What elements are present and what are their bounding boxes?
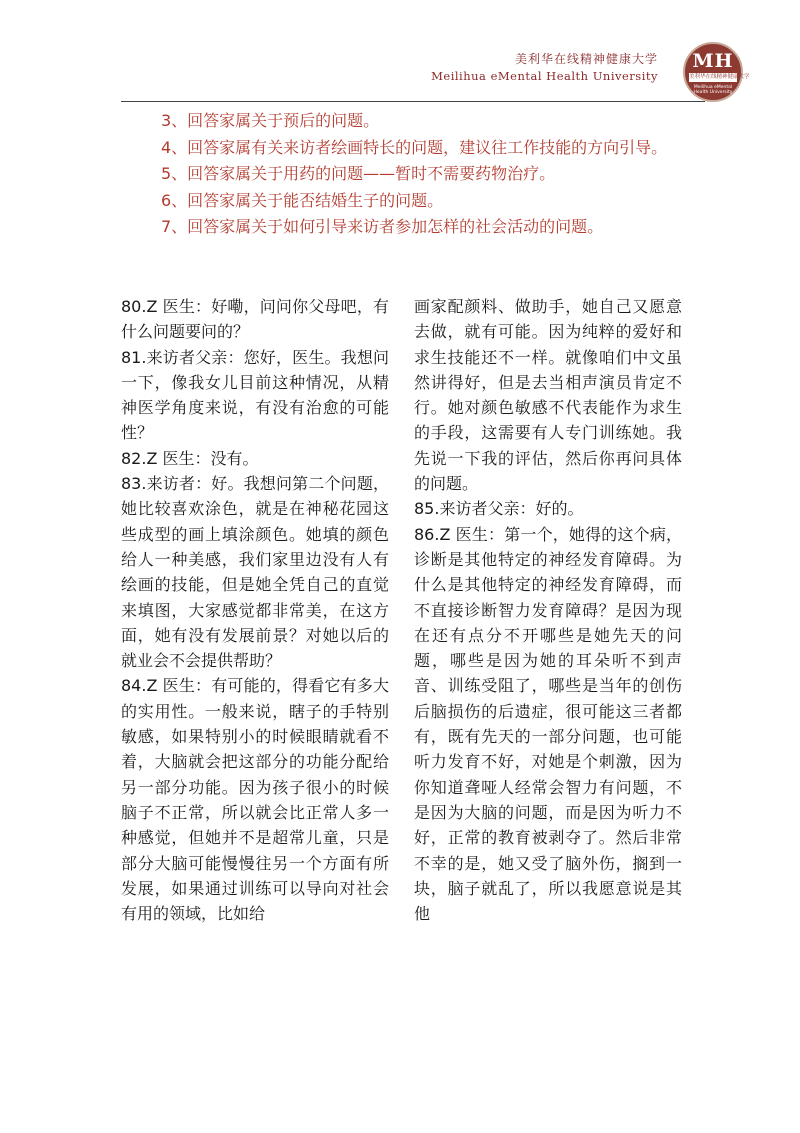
logo-sub-text: Meilihua eMental Health University bbox=[693, 85, 733, 95]
institution-name-en: Meilihua eMental Health University bbox=[431, 69, 658, 83]
note-item: 6、回答家属关于能否结婚生子的问题。 bbox=[161, 190, 444, 210]
dialogue-entry: 画家配颜料、做助手，她自己又愿意去做，就有可能。因为纯粹的爱好和求生技能还不一样。就像咱们中文虽然讲得好，但是去当相声演员肯定不行。她对颜色敏感不代表能作为求生的手段，这需要有人专门训练她。我先说一下我的评估，然后你再问具体的问题。 bbox=[414, 297, 682, 494]
institution-name bbox=[431, 50, 658, 84]
logo-band-text: 美利华在线精神健康大学 bbox=[689, 74, 750, 80]
dialogue-column-right bbox=[414, 294, 682, 926]
dialogue-entry: 83.来访者：好。我想问第二个问题，她比较喜欢涂色，就是在神秘花园这些成型的画上填涂颜色。她填的颜色给人一种美感，我们家里边没有人有绘画的技能，但是她全凭自己的直觉来填图，大家感觉都非常美，在这方面，她有没有发展前景？对她以后的就业会不会提供帮助？ bbox=[121, 474, 389, 671]
institution-name-cn: 美利华在线精神健康大学 bbox=[514, 52, 658, 66]
header-divider bbox=[121, 101, 705, 102]
dialogue-entry: 85.来访者父亲：好的。 bbox=[414, 499, 584, 519]
dialogue-entry: 84.Z 医生：有可能的，得看它有多大的实用性。一般来说，瞎子的手特别敏感，如果特别小的时候眼睛就看不着，大脑就会把这部分的功能分配给另一部分功能。因为孩子很小的时候脑子不正常，所以就会比正常人多一种感觉，但她并不是超常儿童，只是部分大脑可能慢慢往另一个方面有所发展，如果通过训练可以导向对社会有用的领域，比如给 bbox=[121, 676, 389, 924]
logo-initials: MH bbox=[692, 50, 734, 72]
note-item: 5、回答家属关于用药的问题——暂时不需要药物治疗。 bbox=[161, 164, 556, 183]
dialogue-entry: 80.Z 医生：好嘞，问问你父母吧，有什么问题要问的？ bbox=[121, 297, 389, 342]
guidance-notes bbox=[123, 108, 723, 241]
note-item: 3、回答家属关于预后的问题。 bbox=[161, 111, 380, 130]
note-item: 7、回答家属关于如何引导来访者参加怎样的社会活动的问题。 bbox=[161, 217, 604, 236]
page-header bbox=[0, 0, 800, 104]
dialogue-entry: 82.Z 医生：没有。 bbox=[121, 448, 259, 468]
dialogue-entry: 86.Z 医生：第一个，她得的这个病，诊断是其他特定的神经发育障碍。为什么是其他特定的神经发育障碍，而不直接诊断智力发育障碍？是因为现在还有点分不开哪些是她先天的问题，哪些是因为她的耳朵听不到声音、训练受阻了，哪些是当年的创伤后脑损伤的后遗症，很可能这三者都有，既有先天的一部分问题，也可能听力发育不好，对她是个刺激，因为你知道聋哑人经常会智力有问题，不是因为大脑的问题，而是因为听力不好，正常的教育被剥夺了。然后非常不幸的是，她又受了脑外伤，搁到一块，脑子就乱了，所以我愿意说是其他 bbox=[414, 524, 682, 924]
dialogue-column-left bbox=[121, 294, 389, 926]
dialogue-entry: 81.来访者父亲：您好，医生。我想问一下，像我女儿目前这种情况，从精神医学角度来说，有没有治愈的可能性？ bbox=[121, 347, 389, 443]
note-item: 4、回答家属有关来访者绘画特长的问题，建议往工作技能的方向引导。 bbox=[161, 137, 668, 157]
university-logo-icon bbox=[683, 42, 750, 102]
